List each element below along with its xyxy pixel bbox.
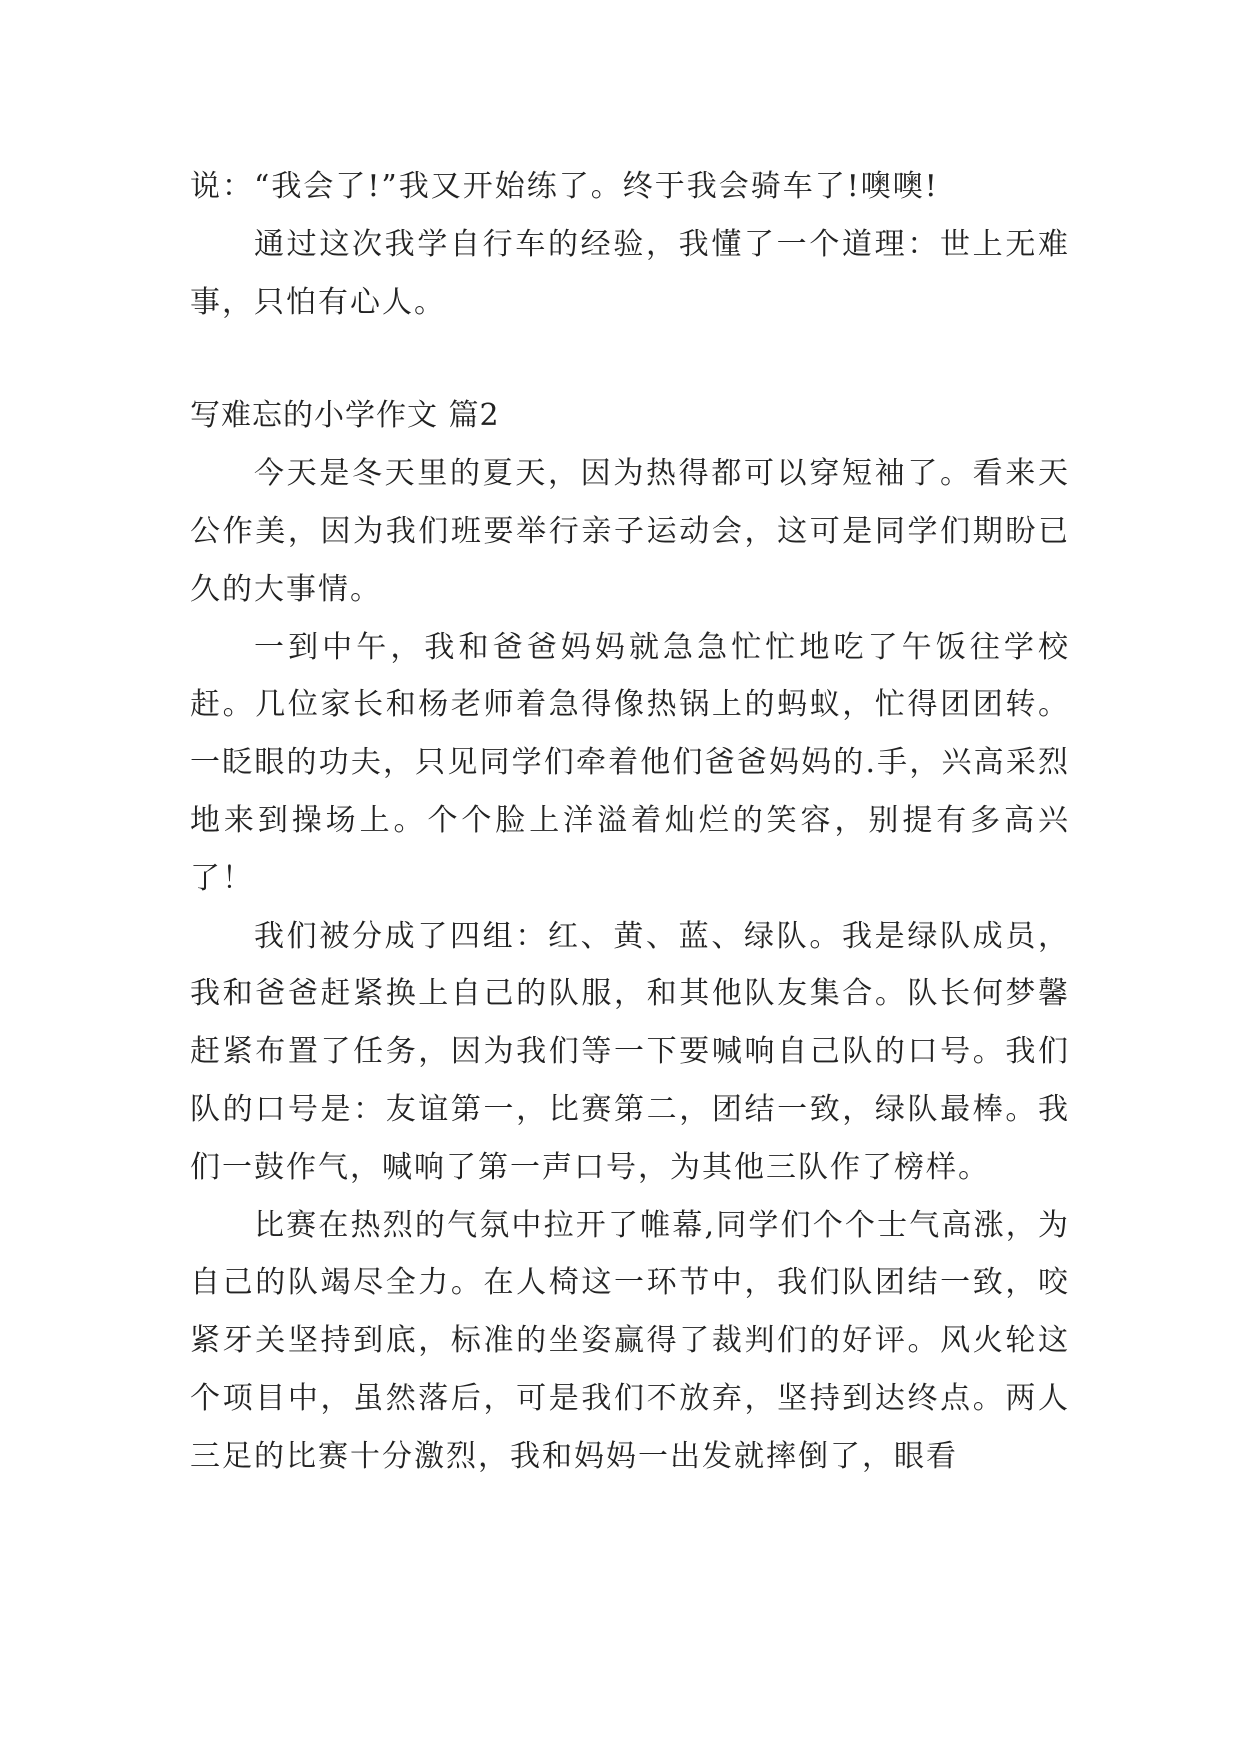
body-paragraph: 比赛在热烈的气氛中拉开了帷幕,同学们个个士气高涨，为自己的队竭尽全力。在人椅这一环节中，我们队团结一致，咬紧牙关坚持到底，标准的坐姿赢得了裁判们的好评。风火轮这个项目中，虽然落后，可是我们不放弃，坚持到达终点。两人三足的比赛十分激烈，我和妈妈一出发就摔倒了，眼看 [190,1207,1070,1474]
lesson-paragraph: 通过这次我学自行车的经验，我懂了一个道理：世上无难事，只怕有心人。 [190,226,1070,320]
body-paragraph: 一到中午，我和爸爸妈妈就急急忙忙地吃了午饭往学校赶。几位家长和杨老师着急得像热锅上的蚂蚁，忙得团团转。一眨眼的功夫，只见同学们牵着他们爸爸妈妈的.手，兴高采烈地来到操场上。个个脸上洋溢着灿烂的笑容，别提有多高兴了！ [190,629,1070,896]
body-paragraph: 我们被分成了四组：红、黄、蓝、绿队。我是绿队成员，我和爸爸赶紧换上自己的队服，和其他队友集合。队长何梦馨赶紧布置了任务，因为我们等一下要喊响自己队的口号。我们队的口号是：友谊第一，比赛第二，团结一致，绿队最棒。我们一鼓作气，喊响了第一声口号，为其他三队作了榜样。 [190,918,1070,1185]
body-paragraph: 今天是冬天里的夏天，因为热得都可以穿短袖了。看来天公作美，因为我们班要举行亲子运动会，这可是同学们期盼已久的大事情。 [190,456,1070,607]
document-body [190,158,1070,1486]
continuation-paragraph: 说：“我会了!”我又开始练了。终于我会骑车了!噢噢! [190,169,939,204]
section-title: 写难忘的小学作文 篇2 [190,398,500,434]
